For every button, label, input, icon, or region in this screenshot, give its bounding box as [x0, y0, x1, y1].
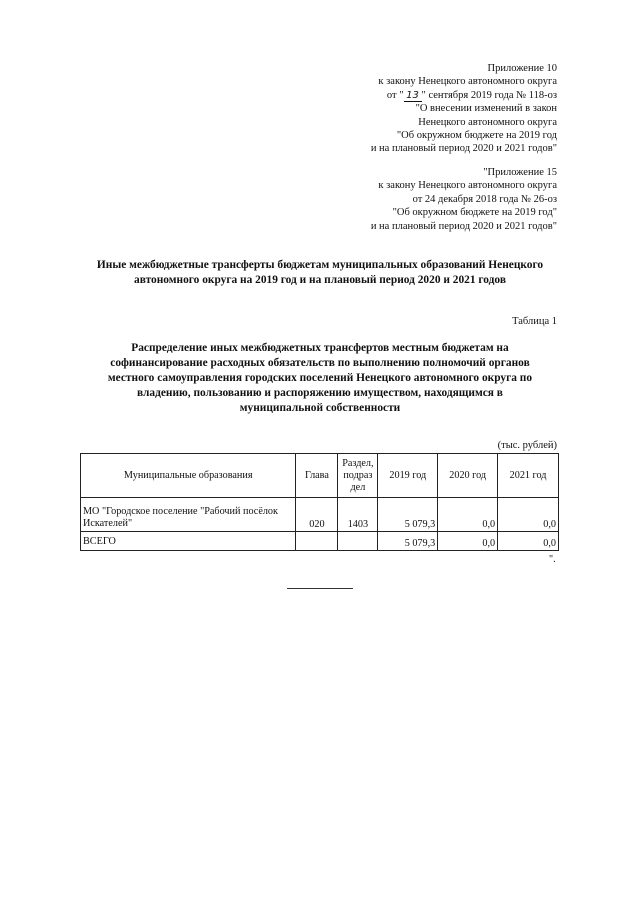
document-title: [70, 258, 570, 288]
header-section-line-2: подраз: [343, 469, 373, 481]
row-section: 1403: [338, 498, 378, 532]
header-2020: 2020 год: [438, 454, 498, 498]
appendix-10-header: [371, 62, 557, 156]
appendix-15-line-1: "Приложение 15: [483, 167, 557, 178]
total-2020-value: 0,0: [438, 532, 498, 551]
row-municipality-name: [81, 498, 296, 532]
row-chapter: 020: [296, 498, 338, 532]
appendix-10-line-6: "Об окружном бюджете на 2019 год: [396, 130, 557, 142]
appendix-10-line-4: "О внесении изменений в закон: [415, 103, 557, 115]
appendix-15-line-4: "Об окружном бюджете на 2019 год": [392, 207, 557, 219]
header-section-line-3: дел: [350, 481, 366, 493]
appendix-10-line-3-prefix: от ": [386, 89, 404, 101]
document-title-line-1: Иные межбюджетные трансферты бюджетам муниципальных образований Ненецкого: [96, 259, 544, 271]
row-municipality-name-line-2: Искателей": [83, 518, 133, 529]
document-title-line-2: автономного округа на 2019 год и на плановый период 2020 и 2021 годов: [134, 274, 506, 286]
table-row: [81, 498, 559, 532]
appendix-15-line-5: и на плановый период 2020 и 2021 годов": [370, 220, 557, 232]
appendix-10-line-3: [371, 89, 557, 102]
appendix-15-line-3: от 24 декабря 2018 года № 26-оз: [412, 193, 557, 205]
row-2019-value: 5 079,3: [378, 498, 438, 532]
appendix-10-line-2: к закону Ненецкого автономного округа: [378, 76, 557, 88]
units-label: (тыс. рублей): [497, 440, 557, 451]
table-total-row: [81, 532, 559, 551]
footer-divider: [287, 588, 353, 589]
header-section: [338, 454, 378, 498]
header-section-line-1: Раздел,: [342, 457, 374, 469]
table-subtitle-line-1: Распределение иных межбюджетных трансфертов местным бюджетам на: [131, 342, 509, 354]
table-header-row: [81, 454, 559, 498]
header-2019: 2019 год: [378, 454, 438, 498]
row-2021-value: 0,0: [498, 498, 559, 532]
row-municipality-name-line-1: МО "Городское поселение "Рабочий посёлок: [83, 506, 278, 517]
total-2021-value: 0,0: [498, 532, 559, 551]
header-2021: 2021 год: [498, 454, 559, 498]
header-chapter: Глава: [296, 454, 338, 498]
appendix-15-header: [371, 166, 557, 233]
table-subtitle-line-3: местного самоуправления городских поселений Ненецкого автономного округа по: [107, 372, 533, 384]
table-subtitle-line-2: софинансирование расходных обязательств по выполнению полномочий органов: [110, 357, 530, 369]
handwritten-day: 13: [404, 91, 422, 102]
total-chapter-empty: [296, 532, 338, 551]
transfers-table: [80, 453, 559, 551]
row-2020-value: 0,0: [438, 498, 498, 532]
total-label: ВСЕГО: [81, 532, 296, 551]
table-subtitle-line-4: владению, пользованию и распоряжению имуществом, находящимся в: [137, 387, 503, 399]
total-2019-value: 5 079,3: [378, 532, 438, 551]
total-section-empty: [338, 532, 378, 551]
table-label: Таблица 1: [512, 316, 557, 327]
appendix-10-line-7: и на плановый период 2020 и 2021 годов": [370, 143, 557, 155]
table-subtitle: [70, 341, 570, 416]
header-municipality: Муниципальные образования: [81, 454, 296, 498]
closing-quote: ".: [549, 554, 556, 565]
table-subtitle-line-5: муниципальной собственности: [239, 402, 401, 414]
appendix-10-line-5: Ненецкого автономного округа: [418, 116, 557, 128]
appendix-10-line-3-suffix: " сентября 2019 года № 118-оз: [421, 89, 557, 101]
appendix-15-line-2: к закону Ненецкого автономного округа: [378, 180, 557, 192]
appendix-10-line-1: Приложение 10: [487, 63, 557, 74]
